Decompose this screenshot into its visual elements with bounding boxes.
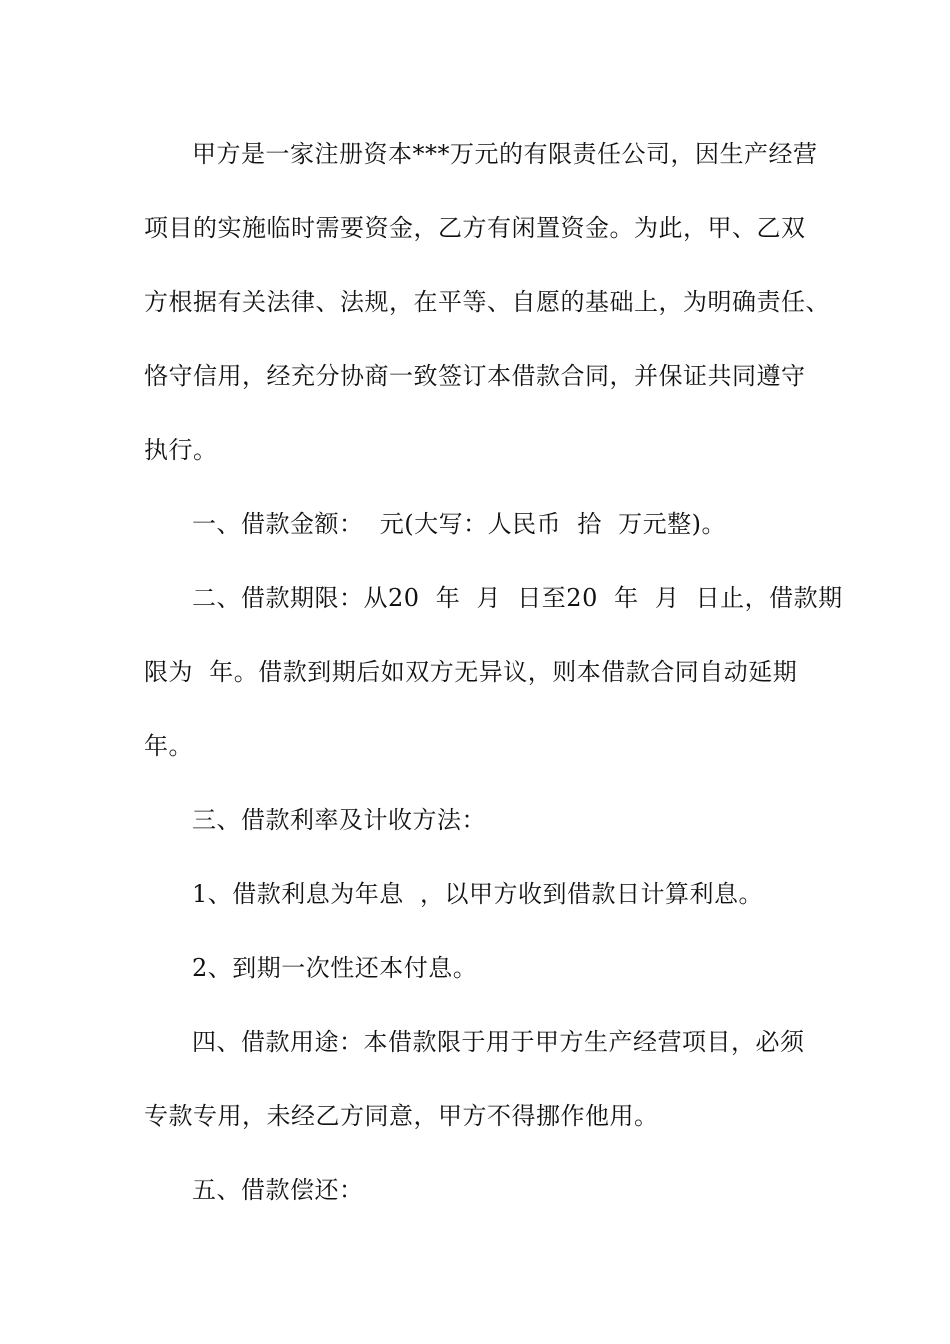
paragraph-intro-line-1: 甲方是一家注册资本***万元的有限责任公司，因生产经营 (192, 140, 818, 168)
clause-interest-item-2: 2、到期一次性还本付息。 (192, 954, 478, 982)
clause-interest-item-1: 1、借款利息为年息 ，以甲方收到借款日计算利息。 (192, 880, 764, 908)
paragraph-intro-line-5: 执行。 (144, 436, 218, 464)
clause-loan-purpose-line-2: 专款专用，未经乙方同意，甲方不得挪作他用。 (144, 1102, 659, 1130)
clause-loan-purpose-line-1: 四、借款用途：本借款限于用于甲方生产经营项目，必须 (192, 1028, 805, 1056)
clause-repayment-heading: 五、借款偿还： (192, 1176, 364, 1204)
clause-loan-amount: 一、借款金额： 元(大写：人民币 拾 万元整)。 (192, 510, 726, 538)
paragraph-intro-line-3: 方根据有关法律、法规，在平等、自愿的基础上，为明确责任、 (144, 288, 830, 316)
clause-loan-term-line-2: 限为 年。借款到期后如双方无异议，则本借款合同自动延期 (144, 658, 798, 686)
clause-loan-term-line-3: 年。 (144, 732, 193, 760)
paragraph-intro-line-2: 项目的实施临时需要资金，乙方有闲置资金。为此，甲、乙双 (144, 214, 806, 242)
clause-interest-heading: 三、借款利率及计收方法： (192, 806, 486, 834)
paragraph-intro-line-4: 恪守信用，经充分协商一致签订本借款合同，并保证共同遵守 (144, 362, 806, 390)
clause-loan-term-line-1: 二、借款期限：从20 年 月 日至20 年 月 日止，借款期 (192, 584, 843, 612)
